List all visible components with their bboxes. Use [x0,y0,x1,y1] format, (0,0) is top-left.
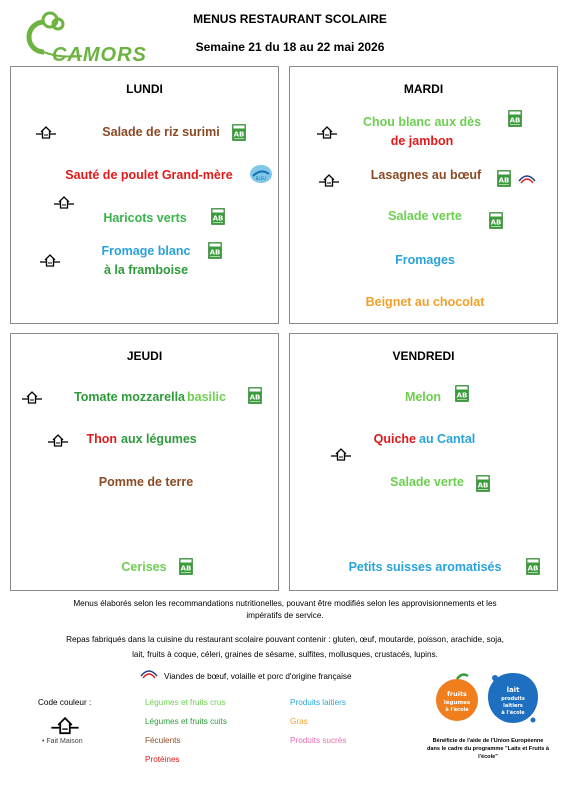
fait-maison-house-icon [318,173,340,187]
legend-gras: Gras [290,717,308,726]
legend-proteines: Protéines [145,755,180,764]
bleu-blanc-coeur-icon [249,164,273,184]
svg-text:légumes: légumes [443,700,471,706]
dish-quiche: Quiche [373,432,416,446]
dish-cerises: Cerises [121,560,167,574]
agriculture-biologique-icon [476,475,490,492]
dish-chou-blanc-1: Chou blanc aux dès [362,115,482,129]
day-title: LUNDI [126,82,163,96]
legend-legumes-crus: Légumes et fruits crus [145,698,226,707]
logo-text: CAMORS [52,44,147,66]
agriculture-biologique-icon [232,124,246,141]
fait-maison-house-icon [316,125,338,139]
dish-fromages: Fromages [395,253,455,267]
dish-haricots: Haricots verts [103,211,187,225]
dish-thon: Thon [86,432,117,446]
dish-fromage-blanc-2: à la framboise [103,263,189,277]
legend-title: Code couleur : [38,698,92,707]
svg-text:fruits: fruits [447,690,467,698]
page-title: MENUS RESTAURANT SCOLAIRE [193,12,387,26]
legend-sucres: Produits sucrés [290,736,347,745]
agriculture-biologique-icon [211,208,225,225]
agriculture-biologique-icon [248,387,262,404]
footer-note-2b: lait, fruits à coque, céleri, graines de sésame, sulfites, mollusques, crustacés, lupins. [132,650,438,659]
footer-note-1: Menus élaborés selon les recommandations nutritionelles, pouvant être modifiés selon les approvisionnements et les [73,599,497,608]
fait-maison-house-icon [47,433,69,447]
footer-note-1b: impératifs de service. [246,611,324,620]
day-title: JEUDI [126,349,163,363]
svg-text:BLEU: BLEU [255,176,267,181]
viande-francaise-icon [140,668,158,680]
legend-feculents: Féculents [145,736,181,745]
svg-text:produits: produits [501,696,525,702]
svg-text:à l'école: à l'école [501,710,525,716]
day-title: MARDI [403,82,444,96]
day-box-jeudi [10,333,279,591]
dish-beignet: Beignet au chocolat [365,295,485,309]
day-title: VENDREDI [392,349,455,363]
fait-maison-house-icon [21,390,43,404]
agriculture-biologique-icon [455,385,469,402]
agriculture-biologique-icon [179,558,193,575]
dish-petits-suisses: Petits suisses aromatisés [348,560,502,574]
day-box-vendredi [289,333,558,591]
dish-aux-legumes: aux légumes [121,432,197,446]
dish-salade-riz: Salade de riz surimi [102,125,220,139]
camors-logo [12,8,147,68]
viandes-note: Viandes de bœuf, volaille et porc d'origine française [164,672,352,681]
fait-maison-label: • Fait Maison [42,738,83,745]
legend-legumes-cuits: Légumes et fruits cuits [145,717,227,726]
week-subtitle: Semaine 21 du 18 au 22 mai 2026 [195,40,385,54]
agriculture-biologique-icon [489,212,503,229]
fruits-legumes-ecole-icon [432,672,482,722]
dish-tomate-mozzarella: Tomate mozzarella [74,390,185,404]
fait-maison-house-icon [35,125,57,139]
dish-melon: Melon [404,390,442,404]
agriculture-biologique-icon [497,170,511,187]
viande-francaise-icon [518,173,536,185]
day-box-mardi [289,66,558,324]
dish-fromage-blanc-1: Fromage blanc [101,244,191,258]
dish-salade-verte: Salade verte [388,209,462,223]
svg-text:à l'école: à l'école [445,707,469,713]
eu-aid-note: Bénéficie de l'aide de l'Union Européenne dans le cadre du programme "Laits et Fruits à l'école" [426,738,550,760]
fait-maison-house-icon [39,253,61,267]
fait-maison-house-icon [53,195,75,209]
svg-text:laitiers: laitiers [503,703,523,709]
agriculture-biologique-icon [508,110,522,127]
dish-saute-poulet: Sauté de poulet Grand-mère [65,168,233,182]
fait-maison-house-icon [330,447,352,461]
legend-laitiers: Produits laitiers [290,698,346,707]
lait-produits-laitiers-ecole-icon [485,670,541,726]
svg-text:lait: lait [506,686,520,694]
footer-note-2: Repas fabriqués dans la cuisine du restaurant scolaire pouvant contenir : gluten, œuf, moutarde, poisson, arachide, soja, [66,635,504,644]
fait-maison-house-icon [50,714,80,736]
dish-pomme-de-terre: Pomme de terre [98,475,194,489]
day-box-lundi [10,66,279,324]
agriculture-biologique-icon [526,558,540,575]
dish-au-cantal: au Cantal [419,432,476,446]
dish-salade-verte: Salade verte [390,475,464,489]
dish-lasagnes: Lasagnes au bœuf [370,168,482,182]
dish-basilic: basilic [187,390,226,404]
dish-chou-blanc-2: de jambon [390,134,454,148]
agriculture-biologique-icon [208,242,222,259]
